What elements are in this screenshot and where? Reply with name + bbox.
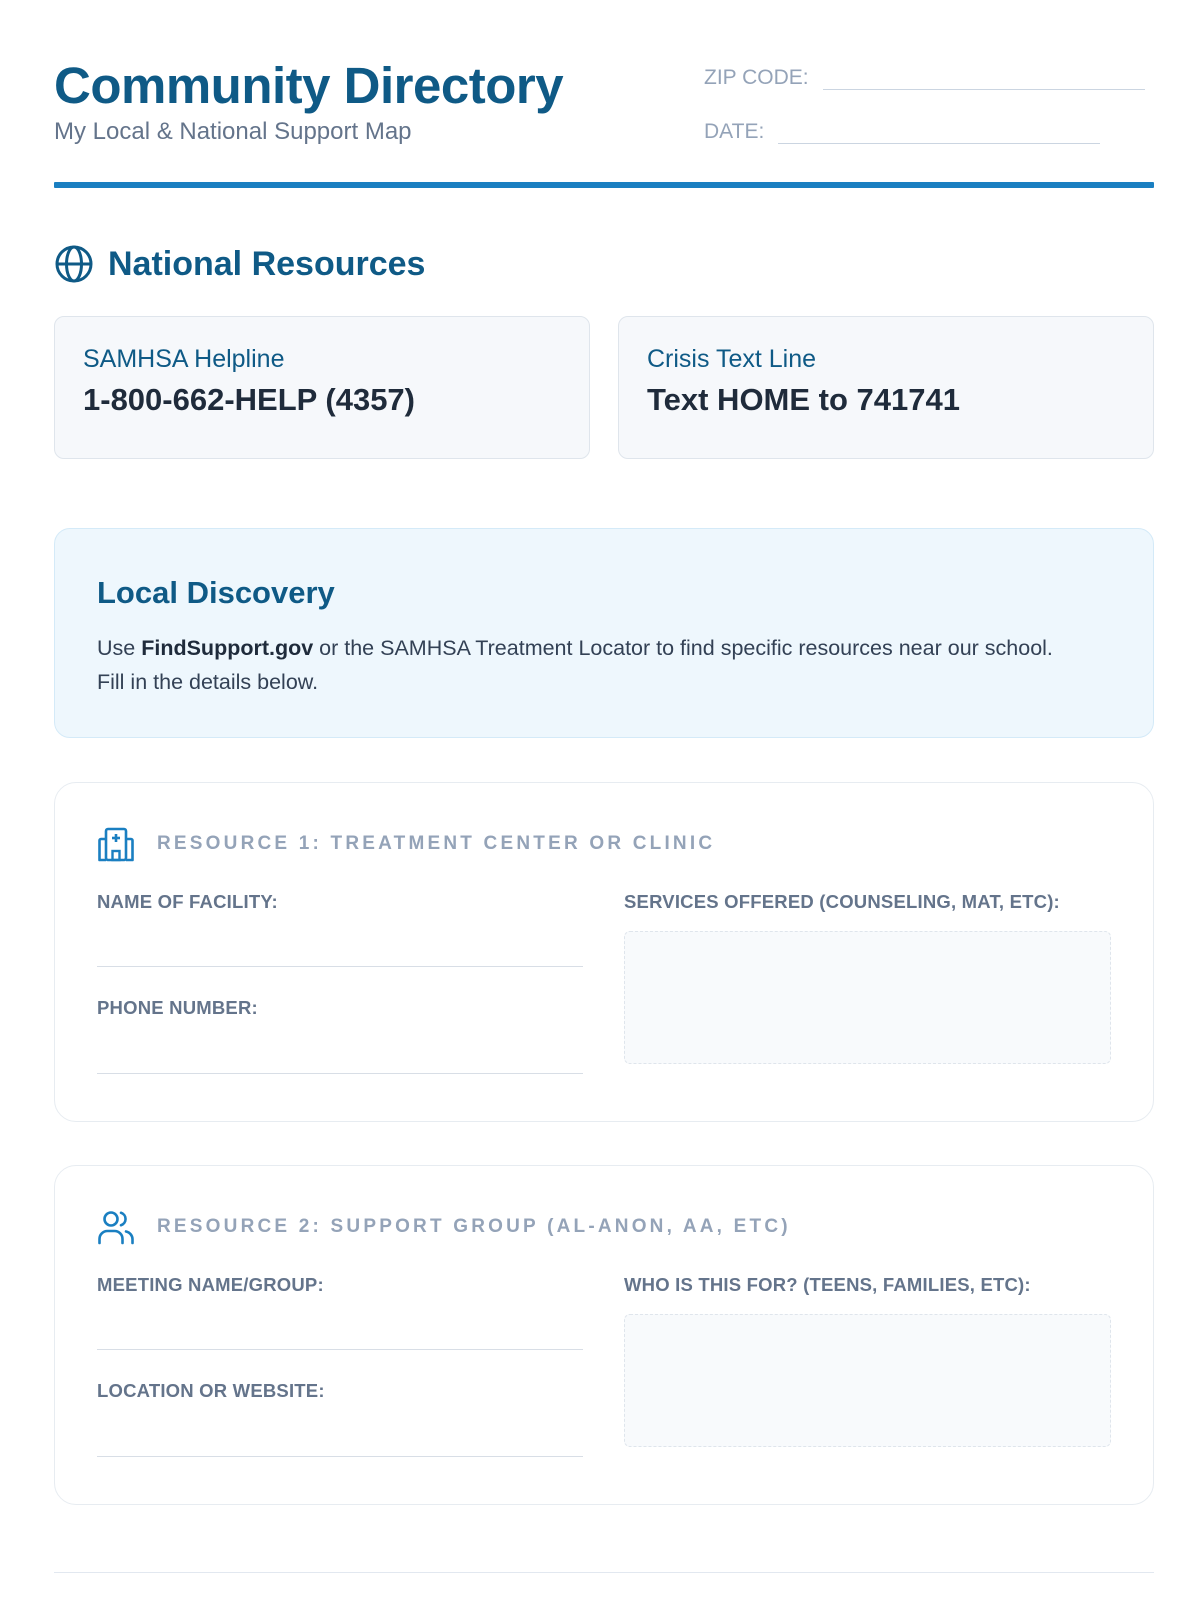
header [54, 52, 1154, 188]
audience-label: WHO IS THIS FOR? (TEENS, FAMILIES, ETC): [624, 1274, 1031, 1295]
card-label: SAMHSA Helpline [83, 345, 285, 373]
facility-name-label: NAME OF FACILITY: [97, 891, 278, 912]
resource-2-header [97, 1208, 791, 1246]
date-label: DATE: [704, 120, 765, 143]
meeting-name-label: MEETING NAME/GROUP: [97, 1274, 324, 1295]
zip-code-label: ZIP CODE: [704, 66, 809, 89]
zip-code-field[interactable] [823, 60, 1145, 90]
date-field[interactable] [778, 114, 1100, 144]
page-subtitle: My Local & National Support Map [54, 118, 412, 145]
local-discovery-title: Local Discovery [97, 575, 335, 610]
resource-2-title: RESOURCE 2: SUPPORT GROUP (AL-ANON, AA, ETC) [157, 1216, 791, 1237]
resource-1-section [54, 782, 1154, 1122]
page-title: Community Directory [54, 57, 564, 114]
zip-code-row [704, 60, 1145, 90]
globe-icon [54, 244, 94, 284]
local-discovery-panel [54, 528, 1154, 738]
hospital-icon [97, 825, 135, 863]
national-resources-heading [54, 244, 425, 284]
footer-divider [54, 1572, 1154, 1573]
date-row [704, 114, 1100, 144]
services-offered-field[interactable] [624, 931, 1111, 1064]
samhsa-helpline-card [54, 316, 590, 459]
local-discovery-text [97, 631, 1077, 699]
phone-number-field[interactable] [97, 1073, 583, 1074]
phone-number-label: PHONE NUMBER: [97, 997, 258, 1018]
resource-2-section [54, 1165, 1154, 1505]
worksheet-page [54, 0, 1154, 1600]
crisis-text-line-card [618, 316, 1154, 459]
findsupport-link-text: FindSupport.gov [141, 636, 314, 660]
discovery-text-end: or the SAMHSA Treatment Locator to find specific resources near our school. Fill in the details below. [97, 636, 1053, 694]
users-icon [97, 1208, 135, 1246]
discovery-text-start: Use [97, 636, 142, 660]
card-label: Crisis Text Line [647, 345, 817, 373]
card-value: Text HOME to 741741 [647, 382, 960, 417]
location-website-label: LOCATION OR WEBSITE: [97, 1380, 325, 1401]
services-offered-label: SERVICES OFFERED (COUNSELING, MAT, ETC): [624, 891, 1060, 912]
card-value: 1-800-662-HELP (4357) [83, 382, 415, 417]
resource-1-header [97, 825, 715, 863]
facility-name-field[interactable] [97, 966, 583, 967]
location-website-field[interactable] [97, 1456, 583, 1457]
audience-field[interactable] [624, 1314, 1111, 1447]
header-divider [54, 182, 1154, 188]
national-resources-title: National Resources [108, 244, 426, 283]
meeting-name-field[interactable] [97, 1349, 583, 1350]
resource-1-title: RESOURCE 1: TREATMENT CENTER OR CLINIC [157, 833, 716, 854]
